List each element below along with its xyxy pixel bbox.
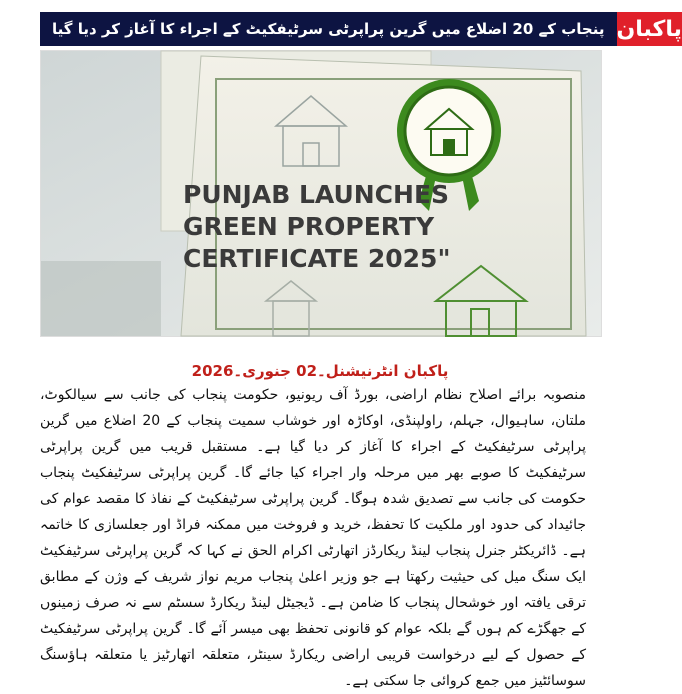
hero-graphic: [41, 51, 601, 336]
brand-logo[interactable]: پاکبان: [617, 12, 682, 46]
hero-title-line3: CERTIFICATE 2025": [183, 244, 451, 273]
article-body: [40, 382, 586, 694]
article-paragraph: منصوبہ برائے اصلاح نظام اراضی، بورڈ آف ریونیو، حکومت پنجاب کی جانب سے سیالکوٹ، ملتان، ساہیوال، جہلم، راولپنڈی، اوکاڑہ اور خوشاب سمیت پنجاب کے 20 اضلاع میں گرین پراپرٹی سرٹیفکیٹ کے اجراء کا آغاز کر دیا گیا ہے۔ مستقبل قریب میں گرین پراپرٹی سرٹیفکیٹ کا صوبے بھر میں مرحلہ وار اجراء کیا جائے گا۔ گرین پراپرٹی سرٹیفکیٹ پنجاب حکومت کی جانب سے تصدیق شدہ ہوگا۔ گرین پراپرٹی سرٹیفکیٹ کے نفاذ کا مقصد عوام کی جائیداد کی حدود اور ملکیت کا تحفظ، خرید و فروخت میں ممکنہ فراڈ اور جعلسازی کا خاتمہ ہے۔ ڈائریکٹر جنرل پنجاب لینڈ ریکارڈز اتھارٹی اکرام الحق نے کہا کہ گرین پراپرٹی سرٹیفکیٹ ایک سنگ میل کی حیثیت رکھتا ہے جو وزیر اعلیٰ پنجاب مریم نواز شریف کے وژن کے مطابق ترقی یافتہ اور خوشحال پنجاب کا ضامن ہے۔ ڈیجیٹل لینڈ ریکارڈ سسٹم سے نہ صرف زمینوں کے جھگڑے کم ہوں گے بلکہ عوام کو قانونی تحفظ بھی میسر آئے گا۔ گرین پراپرٹی سرٹیفکیٹ کے حصول کے لیے درخواست قریبی اراضی ریکارڈ سینٹر، متعلقہ اتھارٹیز یا متعلقہ ہاؤسنگ سوسائٹیز میں جمع کروائی جا سکتی ہے۔: [40, 387, 586, 689]
headline: پنجاب کے 20 اضلاع میں گرین پراپرٹی سرٹیفکیٹ کے اجراء کا آغاز کر دیا گیا: [40, 12, 617, 46]
header: [40, 12, 682, 46]
hero-title-line2: GREEN PROPERTY: [183, 212, 435, 241]
hero-image: [40, 50, 602, 337]
hero-title-line1: PUNJAB LAUNCHES: [183, 180, 450, 209]
dateline: پاکبان انٹرنیشنل۔02 جنوری۔2026: [191, 362, 449, 380]
desk-surface: [41, 261, 161, 336]
